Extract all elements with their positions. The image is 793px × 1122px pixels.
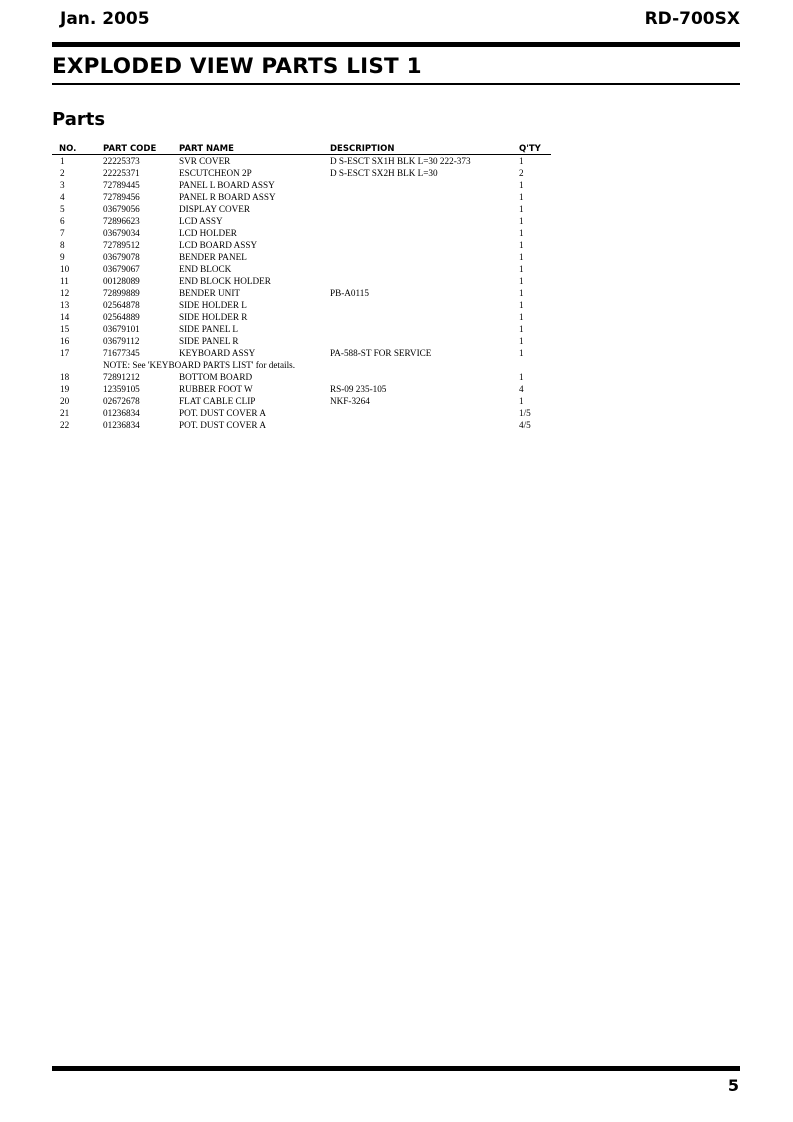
cell-description (330, 371, 519, 383)
table-row (52, 395, 551, 407)
cell-description (330, 407, 519, 419)
cell-part-code: 72789445 (103, 180, 140, 190)
table-row (52, 203, 551, 215)
cell-part-code: 02564889 (103, 312, 140, 322)
cell-part-name: POT. DUST COVER A (179, 420, 266, 430)
cell-qty: 1/5 (519, 408, 531, 418)
cell-description (330, 251, 519, 263)
cell-qty: 1 (519, 204, 524, 214)
table-row (52, 335, 551, 347)
cell-part-name: LCD BOARD ASSY (179, 240, 258, 250)
cell-qty: 4/5 (519, 420, 531, 430)
cell-part-code: 02564878 (103, 300, 140, 310)
cell-description: PA-588-ST FOR SERVICE (330, 348, 432, 358)
table-row (52, 383, 551, 395)
cell-no: 20 (60, 396, 70, 406)
cell-qty: 1 (519, 300, 524, 310)
table-row (52, 311, 551, 323)
table-row (52, 419, 551, 431)
table-row (52, 227, 551, 239)
cell-empty (52, 359, 103, 371)
cell-no: 1 (60, 156, 65, 166)
cell-part-code: 22225373 (103, 156, 140, 166)
cell-description (330, 179, 519, 191)
cell-no: 7 (60, 228, 65, 238)
cell-qty: 1 (519, 348, 524, 358)
cell-part-code: 72896623 (103, 216, 140, 226)
cell-description: RS-09 235-105 (330, 384, 387, 394)
cell-part-code: 01236834 (103, 408, 140, 418)
page-number: 5 (727, 1076, 739, 1095)
table-row (52, 275, 551, 287)
cell-part-name: SIDE PANEL R (179, 336, 239, 346)
cell-description (330, 215, 519, 227)
cell-description (330, 227, 519, 239)
table-row (52, 287, 551, 299)
cell-description: PB-A0115 (330, 288, 369, 298)
table-row (52, 347, 551, 359)
cell-part-name: BENDER UNIT (179, 288, 240, 298)
cell-part-code: 01236834 (103, 420, 140, 430)
cell-qty: 1 (519, 228, 524, 238)
cell-description (330, 263, 519, 275)
cell-part-name: ESCUTCHEON 2P (179, 168, 252, 178)
cell-qty: 1 (519, 288, 524, 298)
cell-part-name: SIDE PANEL L (179, 324, 239, 334)
cell-part-name: LCD ASSY (179, 216, 223, 226)
page-title: EXPLODED VIEW PARTS LIST 1 (52, 54, 422, 79)
cell-qty: 1 (519, 312, 524, 322)
table-header-row (52, 143, 551, 155)
cell-part-code: 72899889 (103, 288, 140, 298)
cell-no: 11 (60, 276, 69, 286)
cell-part-code: 22225371 (103, 168, 140, 178)
title-rule (52, 83, 740, 85)
header-rule (52, 42, 740, 47)
cell-no: 15 (60, 324, 70, 334)
table-note-row (52, 359, 551, 371)
section-title: Parts (52, 109, 106, 130)
header-model: RD-700SX (644, 9, 740, 29)
cell-no: 10 (60, 264, 70, 274)
cell-part-name: SIDE HOLDER R (179, 312, 248, 322)
table-row (52, 155, 551, 168)
cell-part-name: SIDE HOLDER L (179, 300, 247, 310)
cell-qty: 1 (519, 216, 524, 226)
cell-qty: 1 (519, 396, 524, 406)
cell-qty: 1 (519, 264, 524, 274)
parts-table-body (52, 155, 551, 432)
cell-part-code: 72789512 (103, 240, 140, 250)
cell-description (330, 323, 519, 335)
cell-no: 4 (60, 192, 65, 202)
cell-part-name: PANEL R BOARD ASSY (179, 192, 276, 202)
column-header-part-code: PART CODE (103, 143, 179, 155)
cell-part-name: END BLOCK (179, 264, 232, 274)
cell-no: 2 (60, 168, 65, 178)
cell-part-name: LCD HOLDER (179, 228, 237, 238)
cell-qty: 1 (519, 336, 524, 346)
cell-description (330, 275, 519, 287)
cell-no: 12 (60, 288, 70, 298)
cell-part-code: 03679056 (103, 204, 140, 214)
cell-qty: 1 (519, 156, 524, 166)
cell-part-name: RUBBER FOOT W (179, 384, 253, 394)
cell-part-code: 72789456 (103, 192, 140, 202)
cell-qty: 1 (519, 180, 524, 190)
cell-no: 13 (60, 300, 70, 310)
header-date: Jan. 2005 (60, 9, 150, 29)
cell-qty: 1 (519, 372, 524, 382)
cell-qty: 1 (519, 324, 524, 334)
cell-no: 16 (60, 336, 70, 346)
cell-description (330, 299, 519, 311)
cell-no: 17 (60, 348, 70, 358)
column-header-description: DESCRIPTION (330, 143, 519, 155)
table-row (52, 239, 551, 251)
cell-qty: 2 (519, 168, 524, 178)
cell-description (330, 203, 519, 215)
cell-qty: 1 (519, 192, 524, 202)
table-row (52, 167, 551, 179)
cell-description (330, 239, 519, 251)
cell-part-code: 71677345 (103, 348, 140, 358)
column-header-part-name: PART NAME (179, 143, 330, 155)
cell-part-code: 12359105 (103, 384, 140, 394)
cell-part-name: KEYBOARD ASSY (179, 348, 256, 358)
parts-table (52, 143, 551, 431)
cell-description: D S-ESCT SX2H BLK L=30 (330, 168, 438, 178)
cell-no: 22 (60, 420, 70, 430)
cell-part-code: 72891212 (103, 372, 140, 382)
cell-part-name: PANEL L BOARD ASSY (179, 180, 275, 190)
cell-part-code: 03679112 (103, 336, 140, 346)
cell-part-code: 02672678 (103, 396, 140, 406)
cell-description (330, 311, 519, 323)
table-row (52, 263, 551, 275)
cell-part-code: 03679067 (103, 264, 140, 274)
cell-no: 9 (60, 252, 65, 262)
cell-part-code: 03679034 (103, 228, 140, 238)
cell-no: 6 (60, 216, 65, 226)
table-row (52, 371, 551, 383)
cell-no: 3 (60, 180, 65, 190)
cell-no: 21 (60, 408, 70, 418)
cell-description: D S-ESCT SX1H BLK L=30 222-373 (330, 156, 471, 166)
table-row (52, 323, 551, 335)
cell-description (330, 335, 519, 347)
cell-part-name: END BLOCK HOLDER (179, 276, 271, 286)
cell-part-code: 03679078 (103, 252, 140, 262)
cell-no: 14 (60, 312, 70, 322)
cell-part-name: BENDER PANEL (179, 252, 247, 262)
column-header-no: NO. (52, 143, 103, 155)
column-header-qty: Q'TY (519, 143, 551, 155)
table-note: NOTE: See 'KEYBOARD PARTS LIST' for details. (103, 360, 296, 370)
cell-part-name: POT. DUST COVER A (179, 408, 266, 418)
cell-part-name: BOTTOM BOARD (179, 372, 253, 382)
cell-no: 5 (60, 204, 65, 214)
cell-part-name: DISPLAY COVER (179, 204, 251, 214)
cell-qty: 1 (519, 276, 524, 286)
cell-no: 8 (60, 240, 65, 250)
cell-description: NKF-3264 (330, 396, 370, 406)
cell-qty: 1 (519, 240, 524, 250)
cell-description (330, 419, 519, 431)
table-row (52, 251, 551, 263)
cell-part-name: SVR COVER (179, 156, 231, 166)
cell-part-name: FLAT CABLE CLIP (179, 396, 256, 406)
cell-qty: 1 (519, 252, 524, 262)
cell-part-code: 03679101 (103, 324, 140, 334)
table-row (52, 191, 551, 203)
table-row (52, 215, 551, 227)
table-row (52, 299, 551, 311)
cell-no: 19 (60, 384, 70, 394)
table-row (52, 407, 551, 419)
cell-no: 18 (60, 372, 70, 382)
table-row (52, 179, 551, 191)
cell-description (330, 191, 519, 203)
cell-qty: 4 (519, 384, 524, 394)
footer-rule (52, 1066, 740, 1071)
cell-part-code: 00128089 (103, 276, 140, 286)
